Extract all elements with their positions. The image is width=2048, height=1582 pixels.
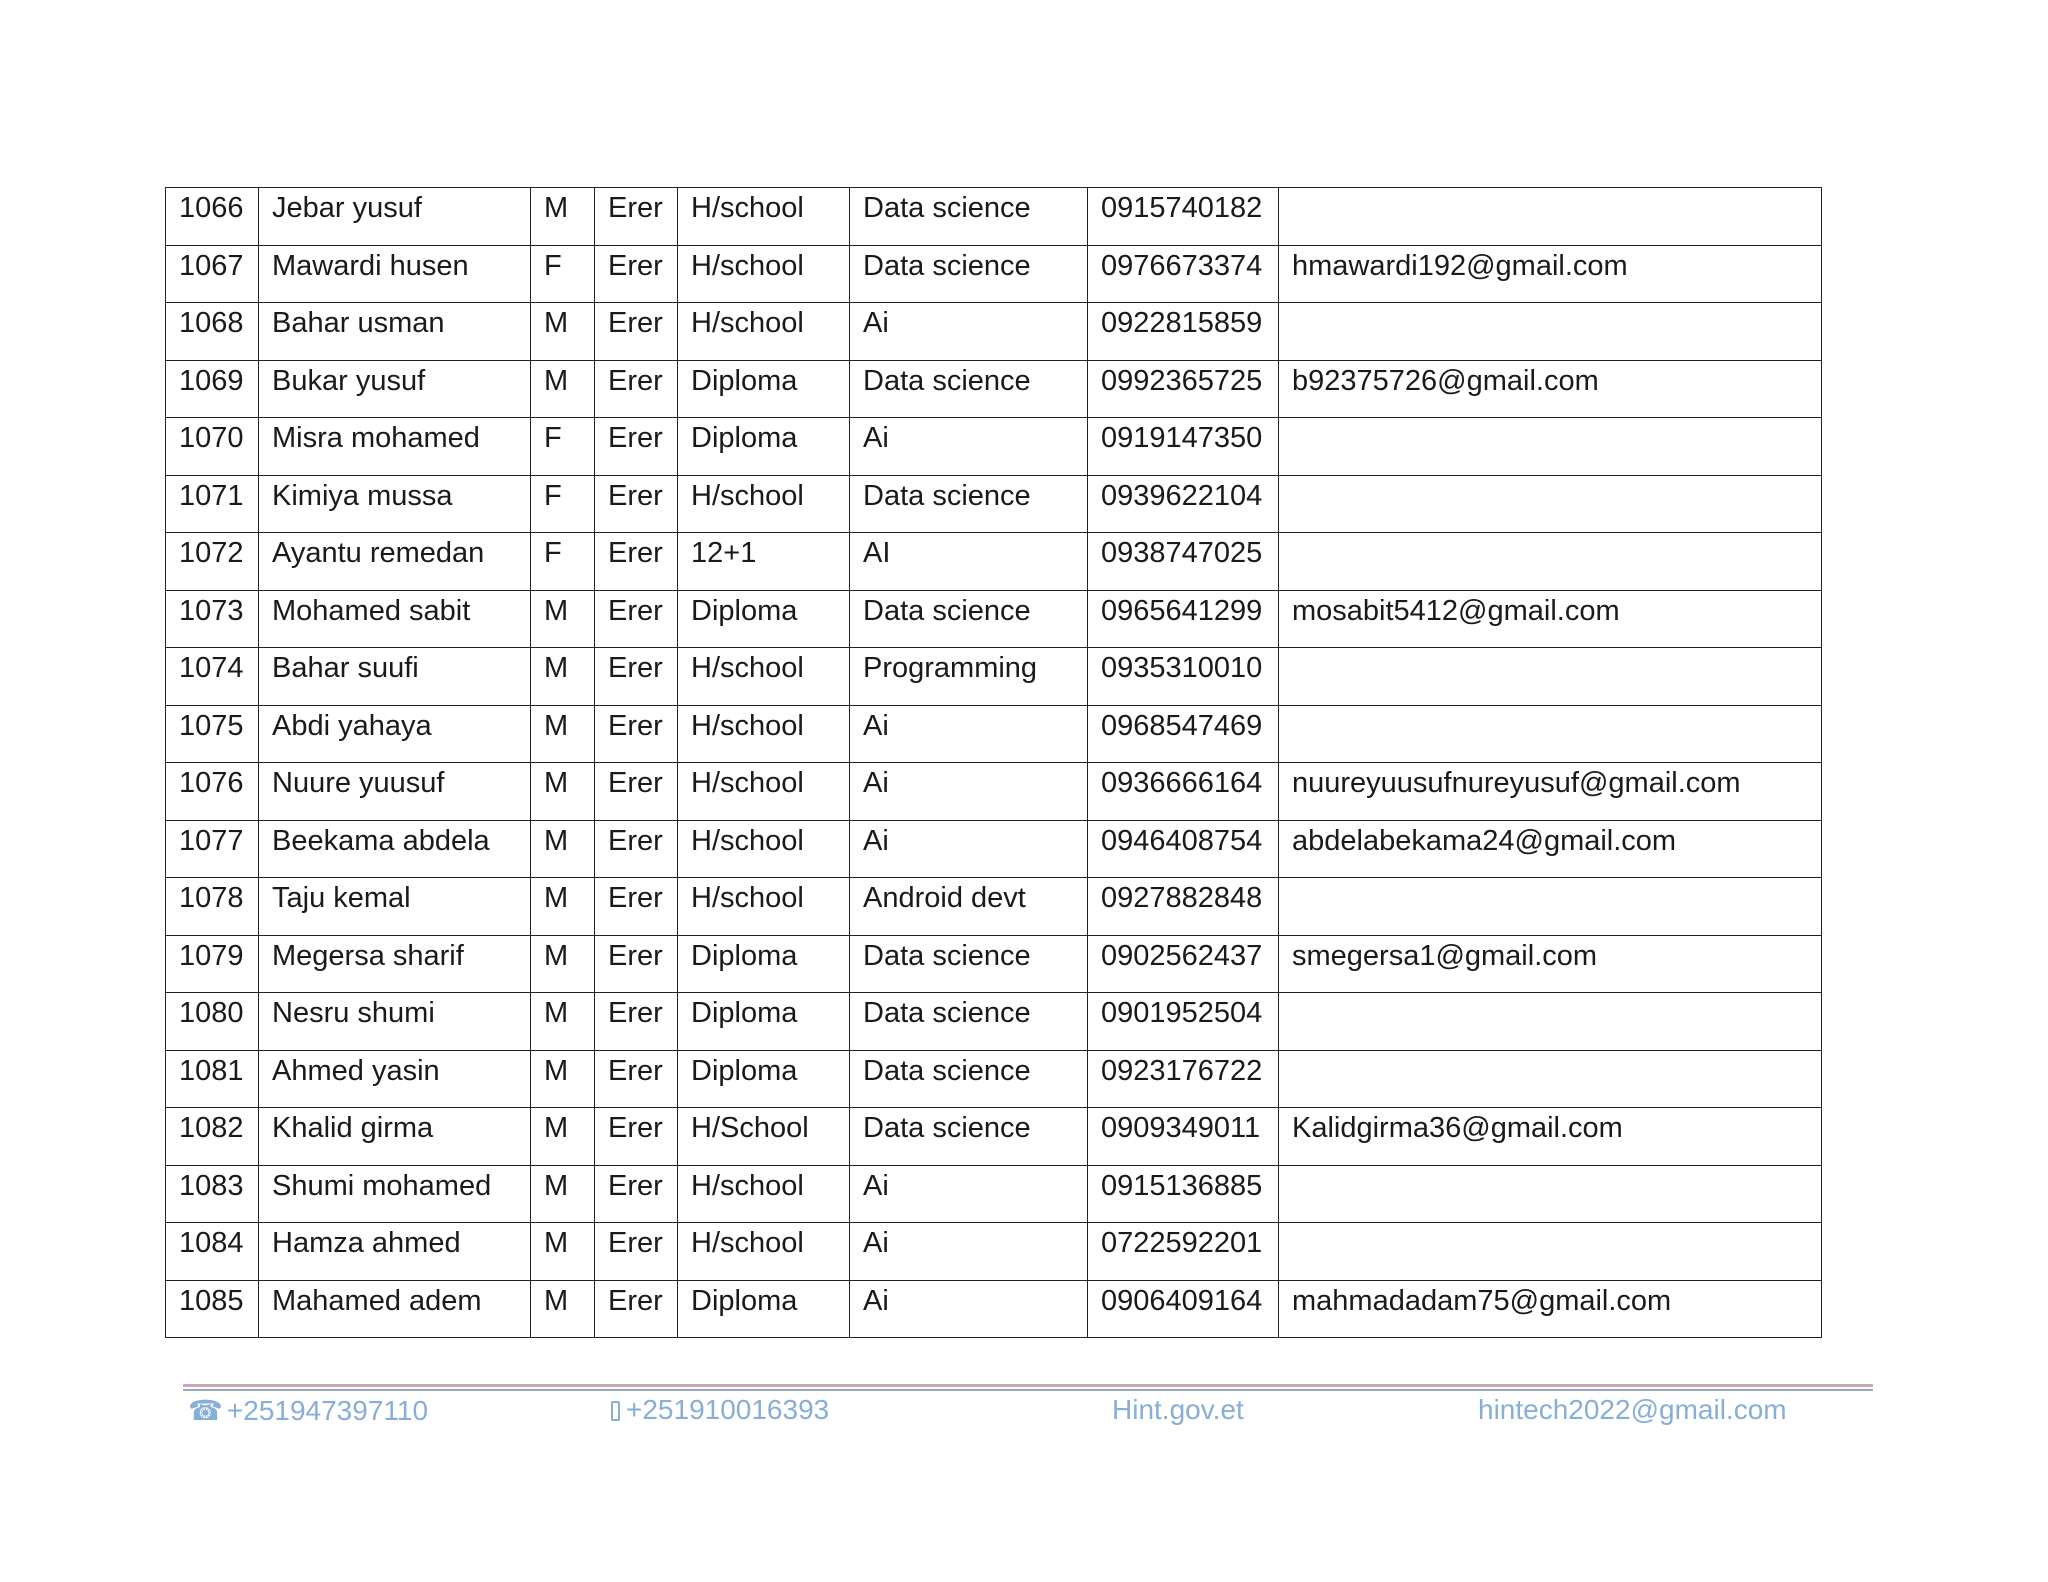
cell-field: Ai [850, 303, 1088, 361]
cell-name: Beekama abdela [259, 820, 531, 878]
cell-location: Erer [595, 1165, 678, 1223]
cell-education: Diploma [678, 418, 850, 476]
cell-name: Mahamed adem [259, 1280, 531, 1338]
cell-field: Ai [850, 1223, 1088, 1281]
cell-phone: 0938747025 [1088, 533, 1279, 591]
cell-field: Data science [850, 188, 1088, 246]
cell-phone: 0906409164 [1088, 1280, 1279, 1338]
cell-name: Khalid girma [259, 1108, 531, 1166]
cell-name: Shumi mohamed [259, 1165, 531, 1223]
cell-sex: M [531, 648, 595, 706]
page-footer [0, 1394, 2048, 1434]
cell-phone: 0927882848 [1088, 878, 1279, 936]
cell-name: Hamza ahmed [259, 1223, 531, 1281]
cell-id: 1071 [166, 475, 259, 533]
cell-name: Megersa sharif [259, 935, 531, 993]
footer-email-link[interactable]: hintech2022@gmail.com [1478, 1394, 1787, 1425]
cell-email [1279, 1165, 1822, 1223]
cell-name: Kimiya mussa [259, 475, 531, 533]
cell-sex: F [531, 533, 595, 591]
cell-phone: 0923176722 [1088, 1050, 1279, 1108]
cell-location: Erer [595, 705, 678, 763]
table-row [166, 1280, 1822, 1338]
cell-id: 1085 [166, 1280, 259, 1338]
cell-sex: M [531, 763, 595, 821]
cell-field: Data science [850, 245, 1088, 303]
cell-phone: 0935310010 [1088, 648, 1279, 706]
cell-id: 1084 [166, 1223, 259, 1281]
cell-phone: 0919147350 [1088, 418, 1279, 476]
cell-location: Erer [595, 418, 678, 476]
cell-field: Data science [850, 475, 1088, 533]
cell-education: Diploma [678, 1280, 850, 1338]
cell-education: H/school [678, 245, 850, 303]
cell-email: nuureyuusufnureyusuf@gmail.com [1279, 763, 1822, 821]
table-row [166, 763, 1822, 821]
cell-education: H/school [678, 705, 850, 763]
table-row [166, 935, 1822, 993]
cell-field: Ai [850, 418, 1088, 476]
cell-education: H/school [678, 303, 850, 361]
cell-sex: M [531, 1050, 595, 1108]
cell-field: Programming [850, 648, 1088, 706]
cell-sex: M [531, 1108, 595, 1166]
cell-education: H/school [678, 820, 850, 878]
cell-education: H/school [678, 878, 850, 936]
cell-education: H/school [678, 1223, 850, 1281]
cell-email: abdelabekama24@gmail.com [1279, 820, 1822, 878]
cell-sex: M [531, 705, 595, 763]
cell-id: 1066 [166, 188, 259, 246]
cell-location: Erer [595, 245, 678, 303]
cell-field: Android devt [850, 878, 1088, 936]
telephone-icon: ☎ [188, 1394, 223, 1427]
table-row [166, 360, 1822, 418]
cell-name: Mohamed sabit [259, 590, 531, 648]
footer-divider-secondary [183, 1389, 1873, 1391]
cell-email: smegersa1@gmail.com [1279, 935, 1822, 993]
cell-location: Erer [595, 1223, 678, 1281]
cell-id: 1070 [166, 418, 259, 476]
table-row [166, 245, 1822, 303]
cell-email: mahmadadam75@gmail.com [1279, 1280, 1822, 1338]
table-row [166, 1108, 1822, 1166]
cell-email: hmawardi192@gmail.com [1279, 245, 1822, 303]
cell-id: 1082 [166, 1108, 259, 1166]
cell-field: Data science [850, 590, 1088, 648]
cell-phone: 0901952504 [1088, 993, 1279, 1051]
cell-location: Erer [595, 188, 678, 246]
table-row [166, 475, 1822, 533]
cell-education: Diploma [678, 590, 850, 648]
cell-phone: 0722592201 [1088, 1223, 1279, 1281]
cell-phone: 0915740182 [1088, 188, 1279, 246]
cell-name: Bahar usman [259, 303, 531, 361]
table-row [166, 418, 1822, 476]
cell-field: Data science [850, 360, 1088, 418]
cell-id: 1078 [166, 878, 259, 936]
cell-sex: M [531, 590, 595, 648]
cell-id: 1069 [166, 360, 259, 418]
cell-name: Misra mohamed [259, 418, 531, 476]
cell-email [1279, 705, 1822, 763]
cell-location: Erer [595, 763, 678, 821]
cell-field: Ai [850, 1280, 1088, 1338]
cell-education: H/school [678, 475, 850, 533]
trainee-table [165, 187, 1822, 1338]
cell-location: Erer [595, 820, 678, 878]
table-row [166, 590, 1822, 648]
cell-id: 1079 [166, 935, 259, 993]
cell-email [1279, 418, 1822, 476]
cell-education: H/school [678, 1165, 850, 1223]
cell-name: Nuure yuusuf [259, 763, 531, 821]
cell-name: Ayantu remedan [259, 533, 531, 591]
table-row [166, 1050, 1822, 1108]
footer-divider [183, 1384, 1873, 1387]
cell-name: Bukar yusuf [259, 360, 531, 418]
cell-location: Erer [595, 303, 678, 361]
cell-education: Diploma [678, 1050, 850, 1108]
cell-phone: 0976673374 [1088, 245, 1279, 303]
cell-email: Kalidgirma36@gmail.com [1279, 1108, 1822, 1166]
cell-phone: 0965641299 [1088, 590, 1279, 648]
cell-email [1279, 303, 1822, 361]
footer-phone-1 [188, 1394, 428, 1427]
cell-location: Erer [595, 360, 678, 418]
cell-education: Diploma [678, 993, 850, 1051]
cell-education: Diploma [678, 360, 850, 418]
table-row [166, 1165, 1822, 1223]
cell-education: Diploma [678, 935, 850, 993]
cell-sex: M [531, 188, 595, 246]
mobile-phone-icon [611, 1401, 620, 1421]
cell-name: Taju kemal [259, 878, 531, 936]
cell-location: Erer [595, 533, 678, 591]
table-row [166, 648, 1822, 706]
cell-email: mosabit5412@gmail.com [1279, 590, 1822, 648]
cell-email [1279, 1223, 1822, 1281]
cell-sex: F [531, 475, 595, 533]
cell-sex: M [531, 935, 595, 993]
cell-education: H/School [678, 1108, 850, 1166]
cell-field: Ai [850, 763, 1088, 821]
cell-field: AI [850, 533, 1088, 591]
cell-id: 1080 [166, 993, 259, 1051]
table-row [166, 705, 1822, 763]
cell-phone: 0922815859 [1088, 303, 1279, 361]
table-row [166, 188, 1822, 246]
cell-location: Erer [595, 878, 678, 936]
cell-field: Ai [850, 705, 1088, 763]
cell-id: 1076 [166, 763, 259, 821]
cell-location: Erer [595, 475, 678, 533]
cell-id: 1073 [166, 590, 259, 648]
cell-name: Ahmed yasin [259, 1050, 531, 1108]
table-row [166, 303, 1822, 361]
cell-location: Erer [595, 993, 678, 1051]
cell-phone: 0946408754 [1088, 820, 1279, 878]
cell-sex: M [531, 1280, 595, 1338]
cell-sex: M [531, 303, 595, 361]
cell-email: b92375726@gmail.com [1279, 360, 1822, 418]
cell-id: 1072 [166, 533, 259, 591]
trainee-table-body [166, 188, 1822, 1338]
cell-id: 1075 [166, 705, 259, 763]
table-row [166, 878, 1822, 936]
cell-sex: F [531, 418, 595, 476]
cell-email [1279, 475, 1822, 533]
cell-location: Erer [595, 1108, 678, 1166]
cell-sex: M [531, 820, 595, 878]
cell-email [1279, 1050, 1822, 1108]
cell-education: 12+1 [678, 533, 850, 591]
footer-website-link[interactable]: Hint.gov.et [1112, 1394, 1244, 1425]
cell-email [1279, 533, 1822, 591]
cell-phone: 0968547469 [1088, 705, 1279, 763]
cell-id: 1067 [166, 245, 259, 303]
cell-id: 1068 [166, 303, 259, 361]
cell-education: H/school [678, 648, 850, 706]
cell-sex: M [531, 1165, 595, 1223]
cell-location: Erer [595, 1050, 678, 1108]
cell-location: Erer [595, 590, 678, 648]
cell-email [1279, 188, 1822, 246]
cell-phone: 0902562437 [1088, 935, 1279, 993]
cell-id: 1077 [166, 820, 259, 878]
cell-field: Data science [850, 1050, 1088, 1108]
footer-phone-2 [611, 1394, 829, 1426]
cell-field: Data science [850, 993, 1088, 1051]
cell-education: H/school [678, 763, 850, 821]
cell-field: Ai [850, 820, 1088, 878]
table-row [166, 1223, 1822, 1281]
cell-sex: M [531, 878, 595, 936]
cell-phone: 0915136885 [1088, 1165, 1279, 1223]
cell-id: 1074 [166, 648, 259, 706]
cell-location: Erer [595, 648, 678, 706]
cell-phone: 0939622104 [1088, 475, 1279, 533]
cell-location: Erer [595, 1280, 678, 1338]
cell-email [1279, 878, 1822, 936]
table-row [166, 533, 1822, 591]
cell-id: 1081 [166, 1050, 259, 1108]
cell-sex: M [531, 360, 595, 418]
cell-email [1279, 993, 1822, 1051]
cell-phone: 0936666164 [1088, 763, 1279, 821]
table-row [166, 820, 1822, 878]
cell-phone: 0992365725 [1088, 360, 1279, 418]
cell-field: Ai [850, 1165, 1088, 1223]
cell-name: Jebar yusuf [259, 188, 531, 246]
cell-name: Mawardi husen [259, 245, 531, 303]
cell-sex: M [531, 1223, 595, 1281]
footer-phone-1-number: +251947397110 [226, 1395, 429, 1426]
cell-name: Bahar suufi [259, 648, 531, 706]
cell-field: Data science [850, 1108, 1088, 1166]
cell-sex: M [531, 993, 595, 1051]
footer-phone-2-number: +251910016393 [626, 1394, 830, 1425]
cell-location: Erer [595, 935, 678, 993]
cell-id: 1083 [166, 1165, 259, 1223]
cell-name: Nesru shumi [259, 993, 531, 1051]
cell-email [1279, 648, 1822, 706]
cell-phone: 0909349011 [1088, 1108, 1279, 1166]
cell-name: Abdi yahaya [259, 705, 531, 763]
table-row [166, 993, 1822, 1051]
cell-sex: F [531, 245, 595, 303]
cell-field: Data science [850, 935, 1088, 993]
cell-education: H/school [678, 188, 850, 246]
